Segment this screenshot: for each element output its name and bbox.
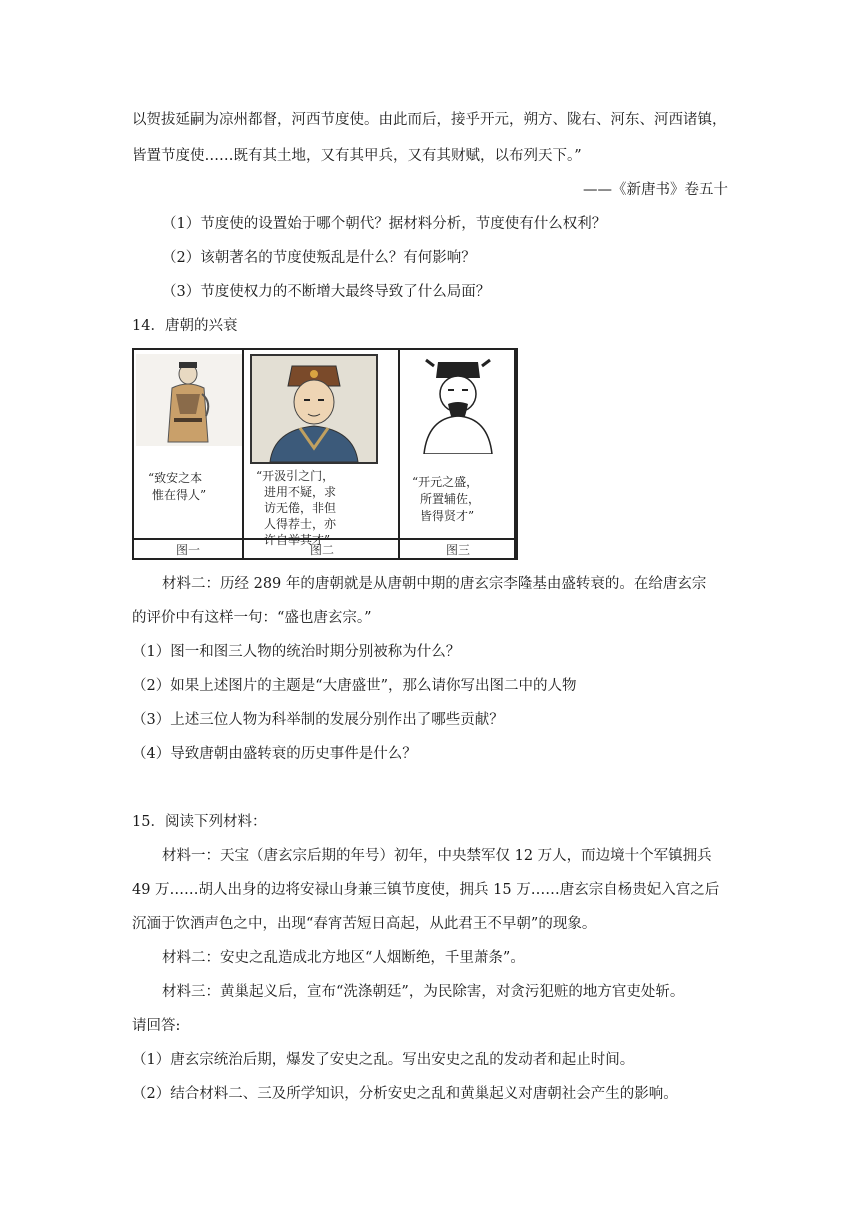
figure-panel-2 [244, 350, 400, 558]
panel-2-quote-line-3: 访无倦，非但 [264, 501, 337, 515]
q13-material-line-1: 以贺拔延嗣为凉州都督，河西节度使。由此而后，接乎开元，朔方、陇右、河东、河西诸镇， [132, 112, 727, 128]
panel-3-quote-line-2: 所置辅佐， [420, 492, 481, 506]
panel-2-quote-line-1: “开汲引之门， [256, 469, 335, 483]
q13-question-2: （2）该朝著名的节度使叛乱是什么？有何影响？ [162, 250, 476, 266]
q13-question-3: （3）节度使权力的不断增大最终导致了什么局面？ [162, 284, 491, 300]
panel-3-quote-line-3: 皆得贤才” [420, 509, 475, 523]
panel-2-quote-line-5: 许自举其才” [264, 533, 331, 547]
panel-3-quote-line-1: “开元之盛， [412, 475, 479, 489]
q15-prompt: 请回答: [132, 1018, 181, 1034]
figure-caption-row [134, 538, 516, 558]
q15-material1-line-2: 49 万……胡人出身的边将安禄山身兼三镇节度使，拥兵 15 万……唐玄宗自杨贵妃入宫之后 [132, 882, 720, 898]
q15-question-1: （1）唐玄宗统治后期，爆发了安史之乱。写出安史之乱的发动者和起止时间。 [132, 1052, 635, 1068]
emperor-portrait-2-frame [250, 354, 378, 464]
q15-heading: 15．阅读下列材料： [132, 814, 267, 830]
q13-source: ——《新唐书》卷五十 [583, 182, 728, 198]
q14-question-4: （4）导致唐朝由盛转衰的历史事件是什么？ [132, 746, 417, 762]
emperor-portrait-2-image [252, 356, 376, 462]
q15-material1-line-3: 沉湎于饮酒声色之中，出现“春宵苦短日高起，从此君王不早朝”的现象。 [132, 916, 597, 932]
panel-2-quote-line-4: 人得荐士，亦 [264, 517, 337, 531]
q13-material-line-2: 皆置节度使……既有其土地，又有其甲兵，又有其财赋，以布列天下。” [132, 148, 582, 164]
q14-question-1: （1）图一和图三人物的统治时期分别被称为什么？ [132, 644, 461, 660]
panel-1-quote-line-1: “致安之本 [148, 471, 203, 485]
q15-material1-line-1: 材料一：天宝（唐玄宗后期的年号）初年，中央禁军仅 12 万人，而边境十个军镇拥兵 [162, 848, 712, 864]
caption-figure-2: 图二 [310, 543, 335, 557]
q14-heading: 14．唐朝的兴衰 [132, 318, 238, 334]
q14-material-line-1: 材料二：历经 289 年的唐朝就是从唐朝中期的唐玄宗李隆基由盛转衰的。在给唐玄宗 [162, 576, 707, 592]
panel-2-quote-line-2: 进用不疑，求 [264, 485, 337, 499]
q14-question-3: （3）上述三位人物为科举制的发展分别作出了哪些贡献？ [132, 712, 504, 728]
panel-1-quote-line-2: 惟在得人” [152, 488, 207, 502]
q15-material2: 材料二：安史之乱造成北方地区“人烟断绝，千里萧条”。 [162, 950, 525, 966]
figure-panel-1 [134, 350, 244, 558]
tang-rulers-figure [132, 348, 518, 560]
caption-figure-1: 图一 [176, 543, 201, 557]
q13-question-1: （1）节度使的设置始于哪个朝代？据材料分析，节度使有什么权利？ [162, 216, 607, 232]
q14-material-line-2: 的评价中有这样一句：“盛也唐玄宗。” [132, 610, 372, 626]
emperor-portrait-1-image [136, 354, 242, 446]
emperor-portrait-3-image [404, 354, 512, 454]
q15-material3: 材料三：黄巢起义后，宣布“洗涤朝廷”，为民除害，对贪污犯赃的地方官吏处斩。 [162, 984, 685, 1000]
q15-question-2: （2）结合材料二、三及所学知识，分析安史之乱和黄巢起义对唐朝社会产生的影响。 [132, 1086, 678, 1102]
caption-figure-3: 图三 [446, 543, 471, 557]
figure-panel-3 [400, 350, 516, 558]
q14-question-2: （2）如果上述图片的主题是“大唐盛世”，那么请你写出图二中的人物 [132, 678, 577, 694]
